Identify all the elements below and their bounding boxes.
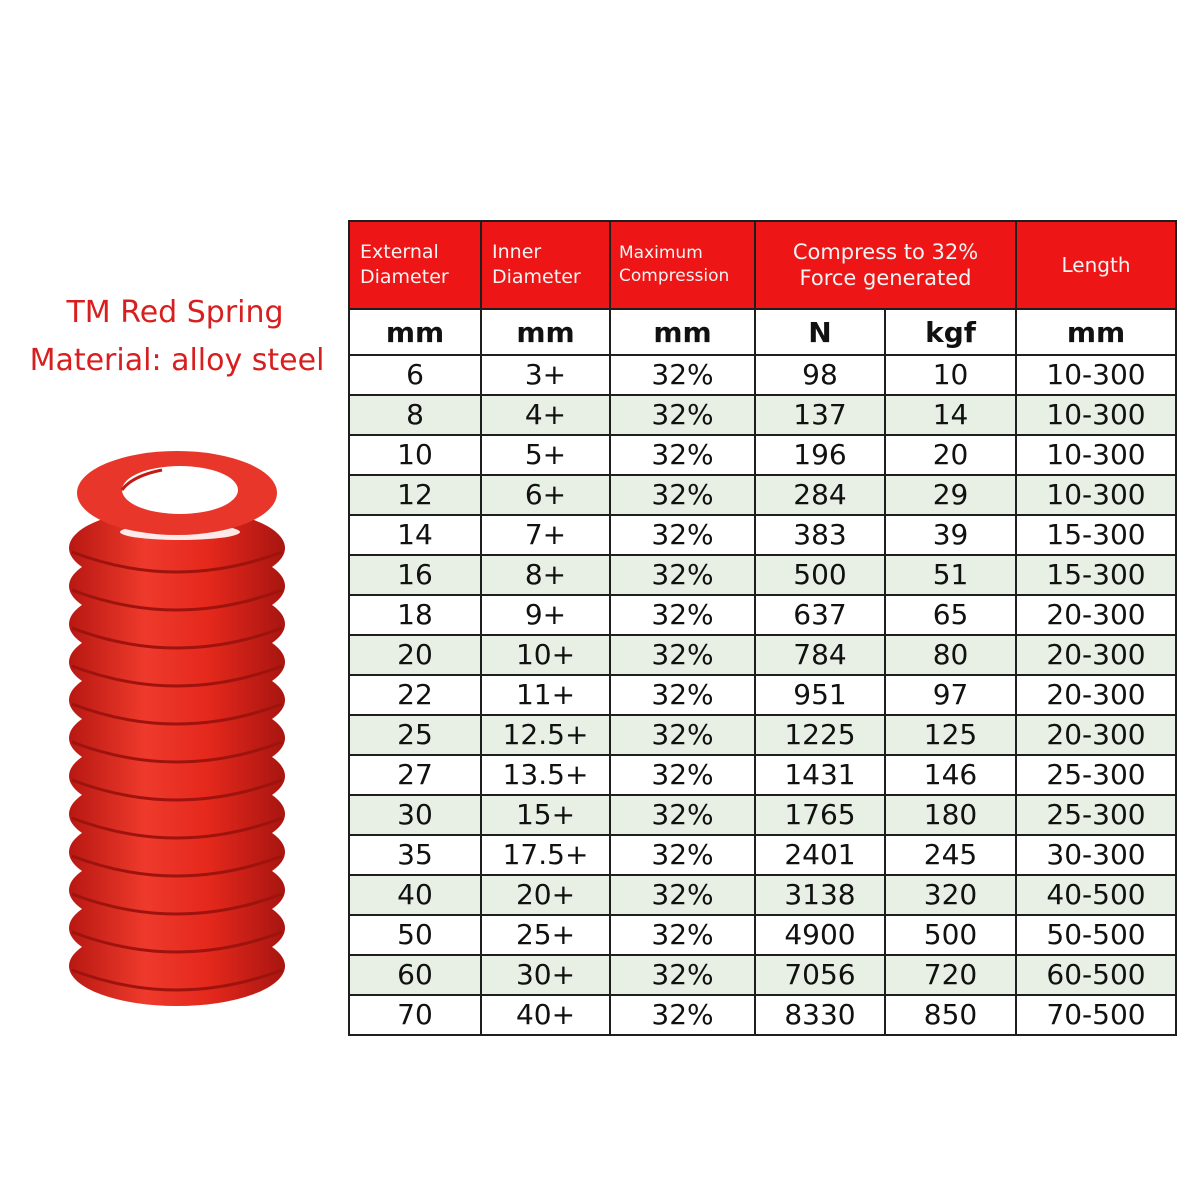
header-text: External (360, 241, 439, 263)
table-cell: 20-300 (1016, 675, 1176, 715)
table-cell: 500 (755, 555, 885, 595)
table-cell: 25 (349, 715, 481, 755)
table-cell: 32% (610, 715, 755, 755)
table-cell: 32% (610, 355, 755, 395)
table-cell: 3138 (755, 875, 885, 915)
table-cell: 951 (755, 675, 885, 715)
table-cell: 20 (349, 635, 481, 675)
table-cell: 22 (349, 675, 481, 715)
table-cell: 32% (610, 675, 755, 715)
table-cell: 6 (349, 355, 481, 395)
table-cell: 40+ (481, 995, 610, 1035)
table-cell: 137 (755, 395, 885, 435)
table-cell: 25+ (481, 915, 610, 955)
table-cell: 60 (349, 955, 481, 995)
table-cell: 15+ (481, 795, 610, 835)
header-force-generated (755, 221, 1016, 309)
table-cell: 30-300 (1016, 835, 1176, 875)
table-cell: 9+ (481, 595, 610, 635)
table-cell: 27 (349, 755, 481, 795)
table-cell: 20 (885, 435, 1016, 475)
table-cell: 16 (349, 555, 481, 595)
table-cell: 10+ (481, 635, 610, 675)
table-row (349, 675, 1176, 715)
table-cell: 51 (885, 555, 1016, 595)
table-cell: 15-300 (1016, 555, 1176, 595)
table-cell: 320 (885, 875, 1016, 915)
header-row (349, 221, 1176, 309)
table-cell: 60-500 (1016, 955, 1176, 995)
table-cell: 4900 (755, 915, 885, 955)
table-row (349, 875, 1176, 915)
table-row (349, 515, 1176, 555)
table-row (349, 355, 1176, 395)
unit-cell: mm (481, 309, 610, 355)
table-cell: 20-300 (1016, 715, 1176, 755)
header-text: Inner (492, 241, 542, 263)
table-row (349, 755, 1176, 795)
unit-cell: mm (349, 309, 481, 355)
table-cell: 32% (610, 795, 755, 835)
table-cell: 3+ (481, 355, 610, 395)
header-length: Length (1016, 221, 1176, 309)
table-cell: 850 (885, 995, 1016, 1035)
table-cell: 32% (610, 915, 755, 955)
table-cell: 720 (885, 955, 1016, 995)
caption-material: Material: alloy steel (29, 343, 325, 378)
table-cell: 8 (349, 395, 481, 435)
table-cell: 10-300 (1016, 475, 1176, 515)
table-cell: 20+ (481, 875, 610, 915)
table-cell: 32% (610, 955, 755, 995)
table-cell: 284 (755, 475, 885, 515)
table-cell: 65 (885, 595, 1016, 635)
table-row (349, 395, 1176, 435)
table-cell: 29 (885, 475, 1016, 515)
table-cell: 245 (885, 835, 1016, 875)
table-cell: 10 (885, 355, 1016, 395)
table-row (349, 635, 1176, 675)
table-cell: 1225 (755, 715, 885, 755)
table-cell: 50 (349, 915, 481, 955)
table-row (349, 555, 1176, 595)
table-row (349, 715, 1176, 755)
table-cell: 637 (755, 595, 885, 635)
table-cell: 1765 (755, 795, 885, 835)
units-row (349, 309, 1176, 355)
table-row (349, 595, 1176, 635)
table-cell: 8330 (755, 995, 885, 1035)
table-cell: 784 (755, 635, 885, 675)
table-cell: 196 (755, 435, 885, 475)
table-cell: 32% (610, 395, 755, 435)
table-cell: 32% (610, 475, 755, 515)
header-text: Compression (619, 266, 730, 286)
table-row (349, 835, 1176, 875)
red-coil-spring-icon (62, 448, 292, 1008)
table-cell: 383 (755, 515, 885, 555)
table-cell: 70-500 (1016, 995, 1176, 1035)
table-cell: 4+ (481, 395, 610, 435)
table-row (349, 795, 1176, 835)
table-cell: 98 (755, 355, 885, 395)
caption-title: TM Red Spring (66, 295, 284, 330)
table-cell: 18 (349, 595, 481, 635)
table-cell: 25-300 (1016, 755, 1176, 795)
header-inner-diameter (481, 221, 610, 309)
table-row (349, 475, 1176, 515)
unit-cell: mm (1016, 309, 1176, 355)
table-cell: 180 (885, 795, 1016, 835)
table-cell: 97 (885, 675, 1016, 715)
table-cell: 32% (610, 635, 755, 675)
table-cell: 15-300 (1016, 515, 1176, 555)
table-cell: 17.5+ (481, 835, 610, 875)
table-cell: 7+ (481, 515, 610, 555)
table-cell: 30 (349, 795, 481, 835)
table-cell: 10-300 (1016, 395, 1176, 435)
table-cell: 50-500 (1016, 915, 1176, 955)
table-cell: 20-300 (1016, 635, 1176, 675)
header-text: Diameter (492, 266, 581, 288)
table-cell: 32% (610, 555, 755, 595)
table-cell: 10 (349, 435, 481, 475)
table-cell: 32% (610, 515, 755, 555)
unit-cell: N (755, 309, 885, 355)
table-cell: 146 (885, 755, 1016, 795)
table-cell: 25-300 (1016, 795, 1176, 835)
header-text: Maximum (619, 243, 703, 263)
table-row (349, 915, 1176, 955)
table-row (349, 435, 1176, 475)
header-maximum-compression (610, 221, 755, 309)
table-cell: 6+ (481, 475, 610, 515)
table-cell: 7056 (755, 955, 885, 995)
header-external-diameter (349, 221, 481, 309)
table-cell: 14 (349, 515, 481, 555)
table-cell: 32% (610, 995, 755, 1035)
table-cell: 32% (610, 435, 755, 475)
table-cell: 13.5+ (481, 755, 610, 795)
table-cell: 35 (349, 835, 481, 875)
table-cell: 12 (349, 475, 481, 515)
table-cell: 39 (885, 515, 1016, 555)
table-cell: 1431 (755, 755, 885, 795)
unit-cell: mm (610, 309, 755, 355)
table-cell: 125 (885, 715, 1016, 755)
table-cell: 2401 (755, 835, 885, 875)
table-cell: 32% (610, 755, 755, 795)
table-cell: 14 (885, 395, 1016, 435)
header-text: Force generated (799, 266, 972, 290)
table-cell: 32% (610, 595, 755, 635)
unit-cell: kgf (885, 309, 1016, 355)
table-cell: 10-300 (1016, 355, 1176, 395)
table-cell: 30+ (481, 955, 610, 995)
spring-spec-table (348, 220, 1177, 1036)
header-text: Compress to 32% (792, 240, 979, 264)
table-row (349, 955, 1176, 995)
table-cell: 32% (610, 835, 755, 875)
table-cell: 11+ (481, 675, 610, 715)
table-cell: 500 (885, 915, 1016, 955)
table-cell: 10-300 (1016, 435, 1176, 475)
table-cell: 5+ (481, 435, 610, 475)
table-cell: 80 (885, 635, 1016, 675)
table-cell: 70 (349, 995, 481, 1035)
table-cell: 32% (610, 875, 755, 915)
table-cell: 8+ (481, 555, 610, 595)
table-cell: 40 (349, 875, 481, 915)
table-cell: 12.5+ (481, 715, 610, 755)
table-cell: 40-500 (1016, 875, 1176, 915)
table-row (349, 995, 1176, 1035)
table-cell: 20-300 (1016, 595, 1176, 635)
header-text: Diameter (360, 266, 449, 288)
